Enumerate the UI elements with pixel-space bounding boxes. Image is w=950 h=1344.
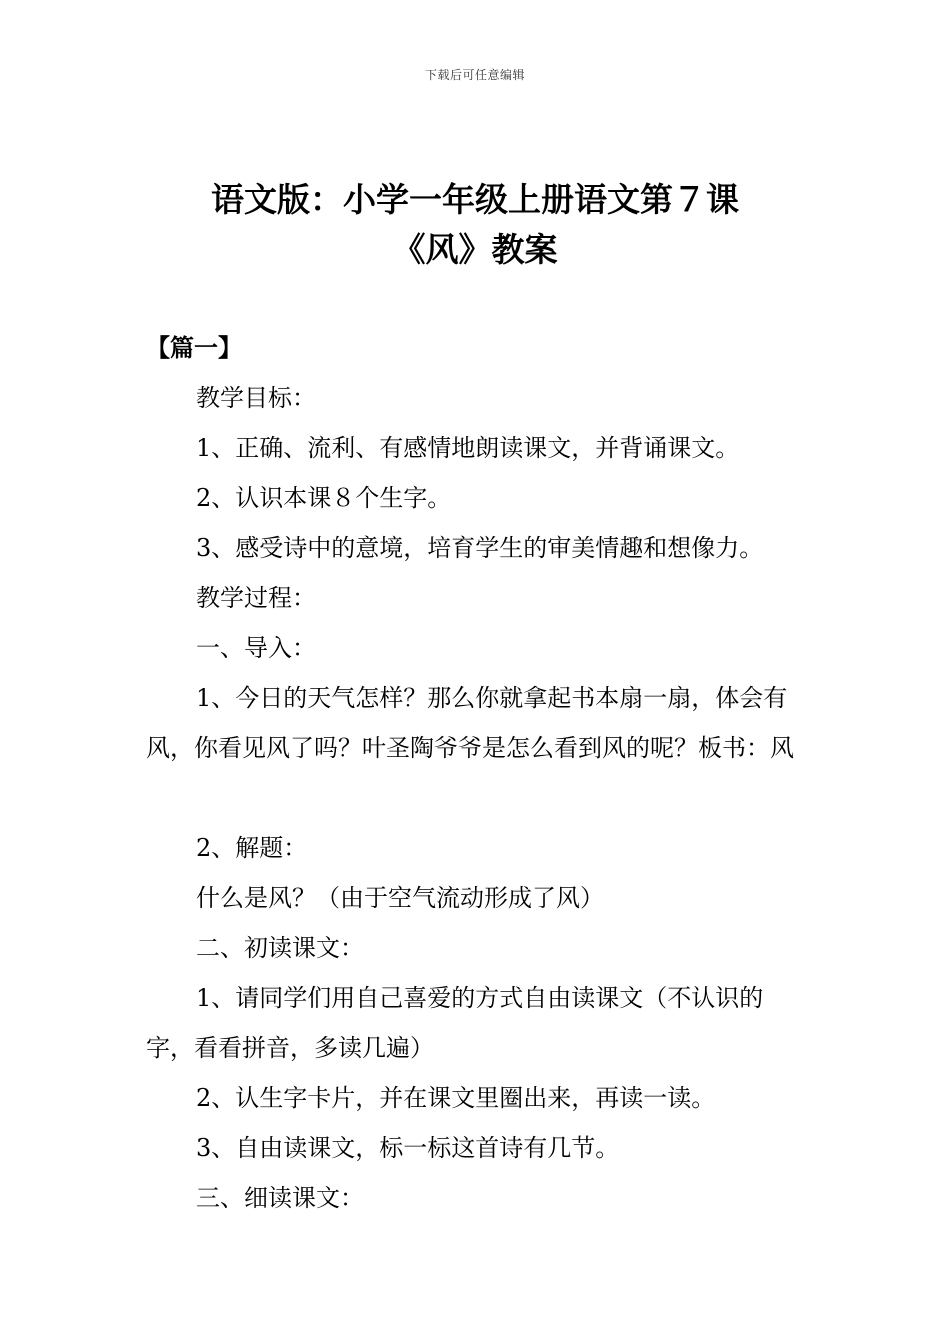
document-title-line-2: 《风》教案 [392,230,558,269]
step2-item-1-paragraph: 1、请同学们用自己喜爱的方式自由读课文（不认识的字，看看拼音，多读几遍） [146,984,764,1062]
step2-heading: 二、初读课文： [196,934,364,962]
step1-item-2-detail: 什么是风？（由于空气流动形成了风） [196,884,604,912]
objective-item-1: 1、正确、流利、有感情地朗读课文，并背诵课文。 [196,434,740,462]
objective-item-2: 2、认识本课８个生字。 [196,484,452,512]
step1-item-2: 2、解题： [196,834,308,862]
step1-heading: 一、导入： [196,634,316,662]
step1-item-1-paragraph: 1、今日的天气怎样？那么你就拿起书本扇一扇，体会有风，你看见风了吗？叶圣陶爷爷是怎么看到风的呢？板书：风 [146,684,794,762]
objectives-heading: 教学目标： [196,384,316,412]
header-note: 下载后可任意编辑 [424,68,525,82]
objective-item-3: 3、感受诗中的意境，培育学生的审美情趣和想像力。 [196,534,764,562]
step3-heading: 三、细读课文： [196,1184,364,1212]
document-title-line-1: 语文版：小学一年级上册语文第７课 [211,180,739,219]
step2-item-2: 2、认生字卡片，并在课文里圈出来，再读一读。 [196,1084,716,1112]
step2-item-3: 3、自由读课文，标一标这首诗有几节。 [196,1134,620,1162]
section-label: 【篇一】 [146,334,242,362]
process-heading: 教学过程： [196,584,316,612]
